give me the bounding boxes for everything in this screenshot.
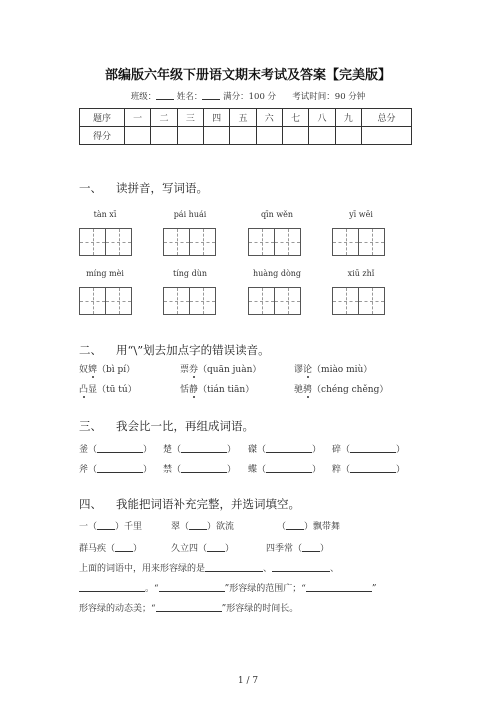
section-1-heading: 一、 读拼音，写词语。 <box>79 181 208 195</box>
score-entry[interactable] <box>309 127 335 145</box>
score-cell: 得分 <box>80 127 125 145</box>
section-3-heading: 三、 我会比一比，再组成词语。 <box>79 419 254 433</box>
compare-item: 蝶（ ） <box>248 465 322 475</box>
idiom-item: 四季常（ ） <box>266 544 330 554</box>
page-number: 1 / 7 <box>237 676 259 686</box>
answer-blank[interactable] <box>181 463 227 473</box>
score-entry[interactable] <box>203 127 229 145</box>
pinyin-label: tíng dùn <box>172 269 207 278</box>
answer-blank[interactable] <box>350 443 396 453</box>
answer-blank[interactable] <box>266 463 312 473</box>
answer-blank[interactable] <box>266 443 312 453</box>
answer-blank[interactable] <box>156 602 222 612</box>
fill-sentence: 。“ ”形容绿的范围广；“ ” <box>79 581 376 594</box>
writing-grid[interactable] <box>79 228 132 256</box>
idiom-item: 一（ ）千里 <box>79 522 143 532</box>
score-table <box>79 108 412 145</box>
class-label: 班级： <box>130 92 157 102</box>
compare-item: 楚（ ） <box>163 445 237 455</box>
compare-item: 斧（ ） <box>79 465 153 475</box>
writing-grid[interactable] <box>163 287 216 315</box>
answer-blank[interactable] <box>286 520 304 530</box>
score-entry[interactable] <box>256 127 282 145</box>
score-cell: 一 <box>125 109 151 127</box>
pinyin-label: tàn xī <box>93 210 117 219</box>
full-marks: 满分：100 分 <box>223 92 277 102</box>
answer-blank[interactable] <box>79 582 145 592</box>
score-entry[interactable] <box>151 127 177 145</box>
answer-blank[interactable] <box>189 520 207 530</box>
fill-sentence: 形容绿的动态美；“ ”形容绿的时间长。 <box>79 604 299 614</box>
reading-item: 凸显（tū tú） <box>79 385 137 395</box>
score-cell: 六 <box>256 109 282 127</box>
answer-blank[interactable] <box>350 463 396 473</box>
score-cell: 八 <box>309 109 335 127</box>
idiom-item: 群马疾（ ） <box>79 544 143 554</box>
score-entry[interactable] <box>230 127 256 145</box>
answer-blank[interactable] <box>97 463 143 473</box>
pinyin-label: yī wēi <box>349 210 373 219</box>
fill-sentence: 上面的词语中，用来形容绿的是 、 、 <box>79 564 340 574</box>
compare-item: 磔（ ） <box>248 445 322 455</box>
writing-grid[interactable] <box>79 287 132 315</box>
compare-item: 粹（ ） <box>332 465 406 475</box>
compare-item: 釜（ ） <box>79 445 153 455</box>
compare-item: 碎（ ） <box>332 445 406 455</box>
writing-grid[interactable] <box>332 228 385 256</box>
score-table-header-row <box>80 109 412 127</box>
writing-grid[interactable] <box>248 287 301 315</box>
score-cell: 五 <box>230 109 256 127</box>
writing-grid[interactable] <box>332 287 385 315</box>
reading-item: 票券（quān juàn） <box>180 365 262 375</box>
exam-meta <box>0 90 496 102</box>
score-entry[interactable] <box>125 127 151 145</box>
writing-grid[interactable] <box>248 228 301 256</box>
score-entry[interactable] <box>361 127 411 145</box>
answer-blank[interactable] <box>306 582 372 592</box>
pinyin-label: huàng dòng <box>252 269 302 278</box>
idiom-item: （ ）飘带舞 <box>277 522 341 532</box>
class-blank <box>156 91 174 100</box>
reading-item: 恬静（tián tiān） <box>180 385 255 395</box>
pinyin-label: míng mèi <box>86 269 124 278</box>
page-title: 部编版六年级下册语文期末考试及答案【完美版】 <box>104 68 391 83</box>
name-blank <box>202 91 220 100</box>
score-cell: 七 <box>282 109 308 127</box>
reading-item: 驰骋（chéng chěng） <box>294 385 389 395</box>
answer-blank[interactable] <box>272 562 330 572</box>
answer-blank[interactable] <box>181 443 227 453</box>
answer-blank[interactable] <box>159 582 225 592</box>
score-entry[interactable] <box>282 127 308 145</box>
pinyin-label: qīn wěn <box>260 210 294 219</box>
score-entry[interactable] <box>335 127 361 145</box>
score-cell: 三 <box>177 109 203 127</box>
idiom-item: 翠（ ）欲流 <box>171 522 235 532</box>
answer-blank[interactable] <box>97 520 115 530</box>
answer-blank[interactable] <box>97 443 143 453</box>
answer-blank[interactable] <box>115 542 133 552</box>
score-cell: 题序 <box>80 109 125 127</box>
score-cell: 九 <box>335 109 361 127</box>
section-4-heading: 四、 我能把词语补充完整，并选词填空。 <box>79 497 300 511</box>
pinyin-label: pái huái <box>173 210 207 219</box>
name-label: 姓名： <box>176 92 203 102</box>
score-table-score-row <box>80 127 412 145</box>
answer-blank[interactable] <box>205 562 263 572</box>
compare-item: 禁（ ） <box>163 465 237 475</box>
answer-blank[interactable] <box>207 542 225 552</box>
answer-blank[interactable] <box>302 542 320 552</box>
score-cell: 二 <box>151 109 177 127</box>
idiom-item: 久立四（ ） <box>171 544 235 554</box>
writing-grid[interactable] <box>163 228 216 256</box>
score-cell: 总分 <box>361 109 411 127</box>
score-cell: 四 <box>203 109 229 127</box>
pinyin-label: xiū zhǐ <box>347 269 375 278</box>
reading-item: 谬论（miào miù） <box>294 365 373 375</box>
exam-time: 考试时间：90 分钟 <box>292 92 366 102</box>
score-entry[interactable] <box>177 127 203 145</box>
section-2-heading: 二、 用“\”划去加点字的错误读音。 <box>79 343 270 357</box>
reading-item: 奴婢（bì pí） <box>79 365 136 375</box>
